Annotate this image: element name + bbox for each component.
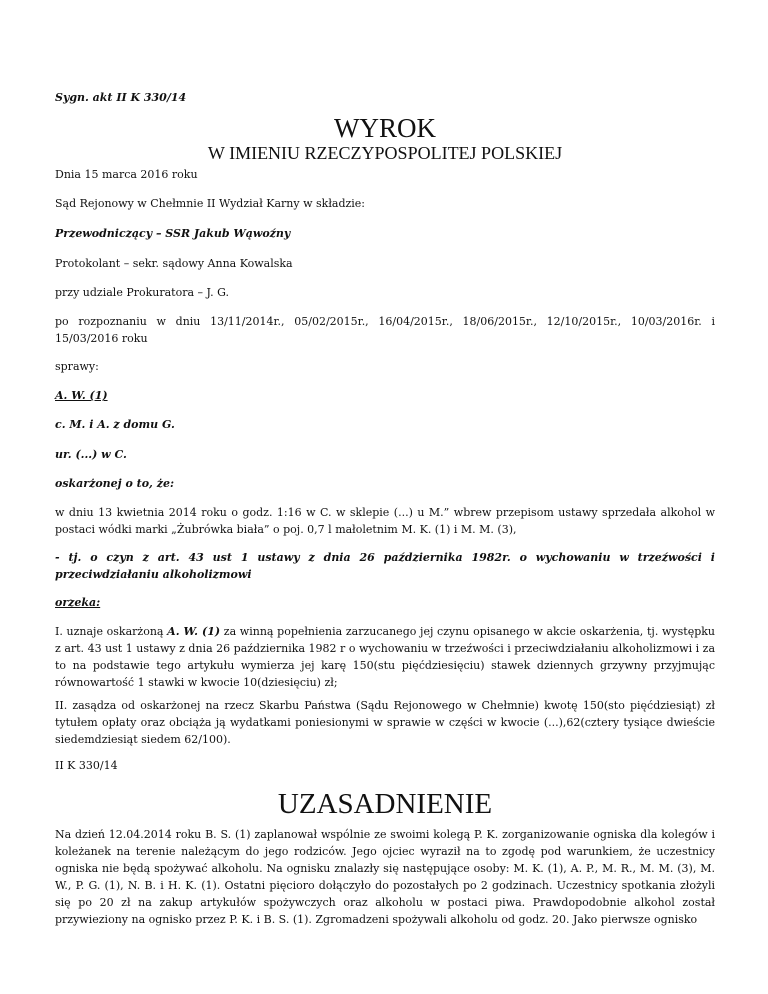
case-number: Sygn. akt II K 330/14	[55, 91, 187, 104]
court-clerk: Protokolant – sekr. sądowy Anna Kowalska	[55, 257, 293, 270]
defendant-birth: ur. (...) w C.	[55, 448, 127, 461]
ruling-point-1-text: za winną popełnienia zarzucanego jej czynu opisanego w akcie oskarżenia, tj. występku z art. 43 ust 1 ustawy z dnia 26 października 1982 r o wychowaniu w trzeźwości i przeciwdziałaniu alkoholizmowi i za to na podstawie tego artykułu wymierza jej karę 150(stu pięćdziesięciu) stawek dziennych grzywny przyjmując równowartość 1 stawki w kwocie 10(dziesięciu) zł;	[55, 625, 715, 689]
ruling-point-1-defendant: A. W. (1)	[167, 625, 221, 638]
presiding-judge: Przewodniczący – SSR Jakub Wąwoźny	[55, 227, 291, 240]
ruling-label: orzeka:	[55, 596, 101, 609]
hearing-dates: po rozpoznaniu w dniu 13/11/2014r., 05/02/2015r., 16/04/2015r., 18/06/2015r., 12/10/2015r., 10/03/2016r. i 15/03/2016 roku	[55, 315, 715, 345]
verdict-title: WYROK	[334, 113, 436, 143]
defendant-parents: c. M. i A. z domu G.	[55, 418, 175, 431]
verdict-subtitle: W IMIENIU RZECZYPOSPOLITEJ POLSKIEJ	[207, 143, 563, 163]
legal-basis: - tj. o czyn z art. 43 ust 1 ustawy z dnia 26 października 1982r. o wychowaniu w trzeźwości i przeciwdziałaniu alkoholizmowi	[55, 551, 715, 581]
ruling-point-2: II. zasądza od oskarżonej na rzecz Skarbu Państwa (Sądu Rejonowego w Chełmnie) kwotę 150(sto pięćdziesiąt) zł tytułem opłaty oraz obciąża ją wydatkami poniesionymi w sprawie w części w kwocie (...),62(cztery tysiące dwieście siedemdziesiąt siedem 62/100).	[55, 699, 715, 746]
prosecutor-line: przy udziale Prokuratora – J. G.	[55, 286, 229, 299]
court-line: Sąd Rejonowy w Chełmnie II Wydział Karny w składzie:	[55, 197, 366, 210]
ruling-point-1	[55, 623, 715, 691]
justification-title: UZASADNIENIE	[277, 788, 493, 820]
charge-text: w dniu 13 kwietnia 2014 roku o godz. 1:16 w C. w sklepie (...) u M.” wbrew przepisom ustawy sprzedała alkohol w postaci wódki marki „Żubrówka biała” o poj. 0,7 l małoletnim M. K. (1) i M. M. (3),	[55, 506, 715, 536]
ruling-point-1-prefix: I. uznaje oskarżoną	[55, 625, 168, 638]
date-line: Dnia 15 marca 2016 roku	[55, 168, 198, 181]
accused-label: oskarżonej o to, że:	[55, 477, 175, 490]
justification-text: Na dzień 12.04.2014 roku B. S. (1) zaplanował wspólnie ze swoimi kolegą P. K. zorganizowanie ogniska dla kolegów i koleżanek na terenie należącym do jego rodziców. Jego ojciec wyraził na to zgodę pod warunkiem, że uczestnicy ogniska nie będą spożywać alkoholu. Na ognisku znalazły się następujące osoby: M. K. (1), A. P., M. R., M. M. (3), M. W., P. G. (1), N. B. i H. K. (1). Ostatni pięcioro dołączyło do pozostałych po 2 godzinach. Uczestnicy spotkania złożyli się po 20 zł na zakup artykułów spożywczych oraz alkoholu w postaci piwa. Prawdopodobnie alkohol został przywieziony na ognisko przez P. K. i B. S. (1). Zgromadzeni spożywali alkoholu od godz. 20. Jako pierwsze ognisko	[55, 828, 715, 926]
case-label: sprawy:	[55, 360, 99, 373]
defendant-name: A. W. (1)	[55, 389, 108, 402]
case-reference: II K 330/14	[55, 759, 118, 772]
